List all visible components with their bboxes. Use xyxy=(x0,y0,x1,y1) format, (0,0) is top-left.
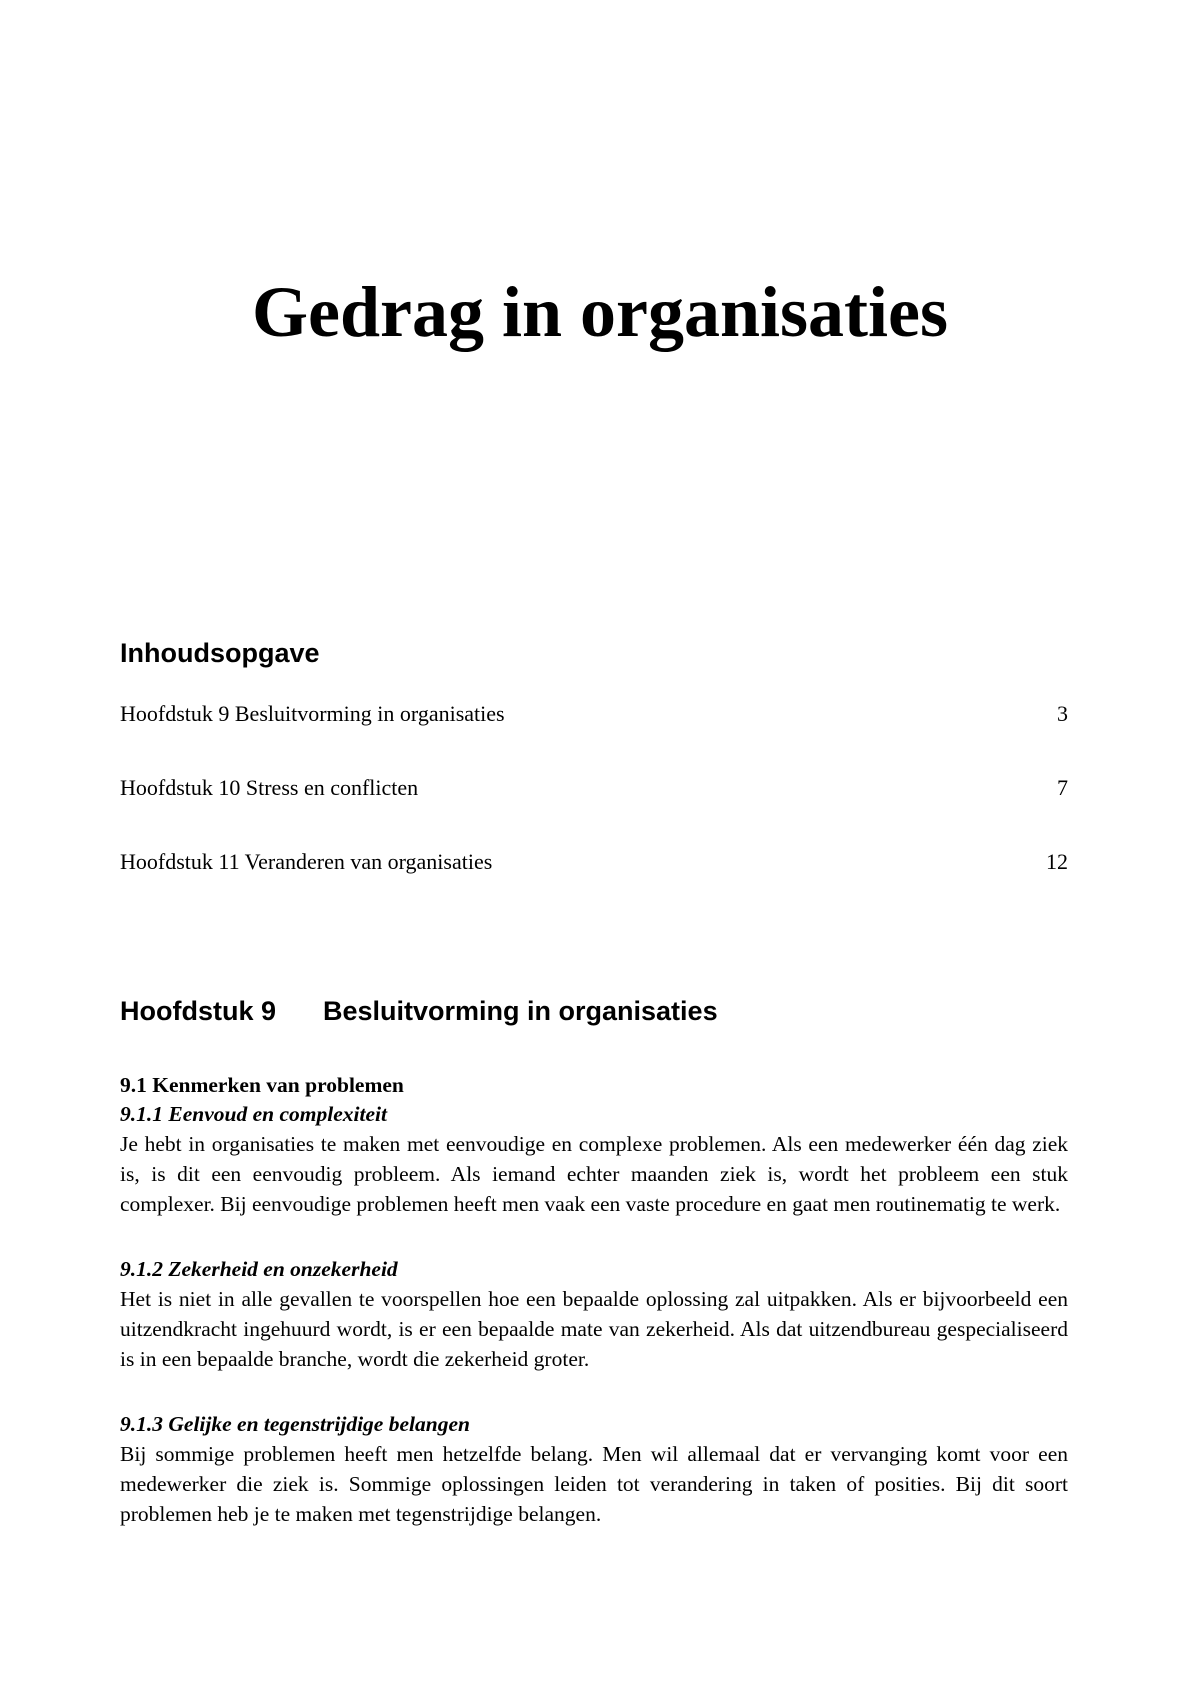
paragraph-spacer xyxy=(120,1219,1068,1255)
chapter-number: Hoofdstuk 9 xyxy=(120,996,277,1026)
document-title: Gedrag in organisaties xyxy=(252,272,948,352)
subsection-heading: 9.1.3 Gelijke en tegenstrijdige belangen xyxy=(120,1412,470,1436)
paragraph: Je hebt in organisaties te maken met eenvoudige en complexe problemen. Als een medewerker één dag ziek is, is dit een eenvoudig probleem. Als iemand echter maanden ziek is, wordt het probleem een stuk complexer. Bij eenvoudige problemen heeft men vaak een vaste procedure en gaat men routinematig te werk. xyxy=(120,1132,1068,1216)
section-heading: 9.1 Kenmerken van problemen xyxy=(120,1073,404,1097)
toc-entry-label: Hoofdstuk 9 Besluitvorming in organisaties xyxy=(120,701,505,726)
table-of-contents xyxy=(120,700,1068,922)
toc-entry-label: Hoofdstuk 11 Veranderen van organisaties xyxy=(120,849,493,874)
paragraph-spacer xyxy=(120,1374,1068,1410)
subsection-heading: 9.1.2 Zekerheid en onzekerheid xyxy=(120,1257,398,1281)
toc-entry-chapter-10[interactable] xyxy=(120,774,1068,802)
toc-entry-page: 7 xyxy=(1057,775,1068,800)
paragraph: Het is niet in alle gevallen te voorspellen hoe een bepaalde oplossing zal uitpakken. Als er bijvoorbeeld een uitzendkracht ingehuurd wordt, is er een bepaalde mate van zekerheid. Als dat uitzendbureau gespecialiseerd is in een bepaalde branche, wordt die zekerheid groter. xyxy=(120,1287,1068,1371)
chapter-content xyxy=(120,1071,1068,1529)
chapter-heading xyxy=(120,994,718,1028)
toc-entry-chapter-9[interactable] xyxy=(120,700,1068,728)
chapter-title: Besluitvorming in organisaties xyxy=(323,996,718,1026)
toc-heading: Inhoudsopgave xyxy=(120,638,320,668)
toc-entry-chapter-11[interactable] xyxy=(120,848,1068,876)
paragraph: Bij sommige problemen heeft men hetzelfde belang. Men wil allemaal dat er vervanging komt voor een medewerker die ziek is. Sommige oplossingen leiden tot verandering in taken of posities. Bij dit soort problemen heb je te maken met tegenstrijdige belangen. xyxy=(120,1442,1068,1526)
toc-entry-page: 12 xyxy=(1046,849,1068,874)
subsection-heading: 9.1.1 Eenvoud en complexiteit xyxy=(120,1102,387,1126)
toc-entry-label: Hoofdstuk 10 Stress en conflicten xyxy=(120,775,419,800)
toc-entry-page: 3 xyxy=(1057,701,1068,726)
